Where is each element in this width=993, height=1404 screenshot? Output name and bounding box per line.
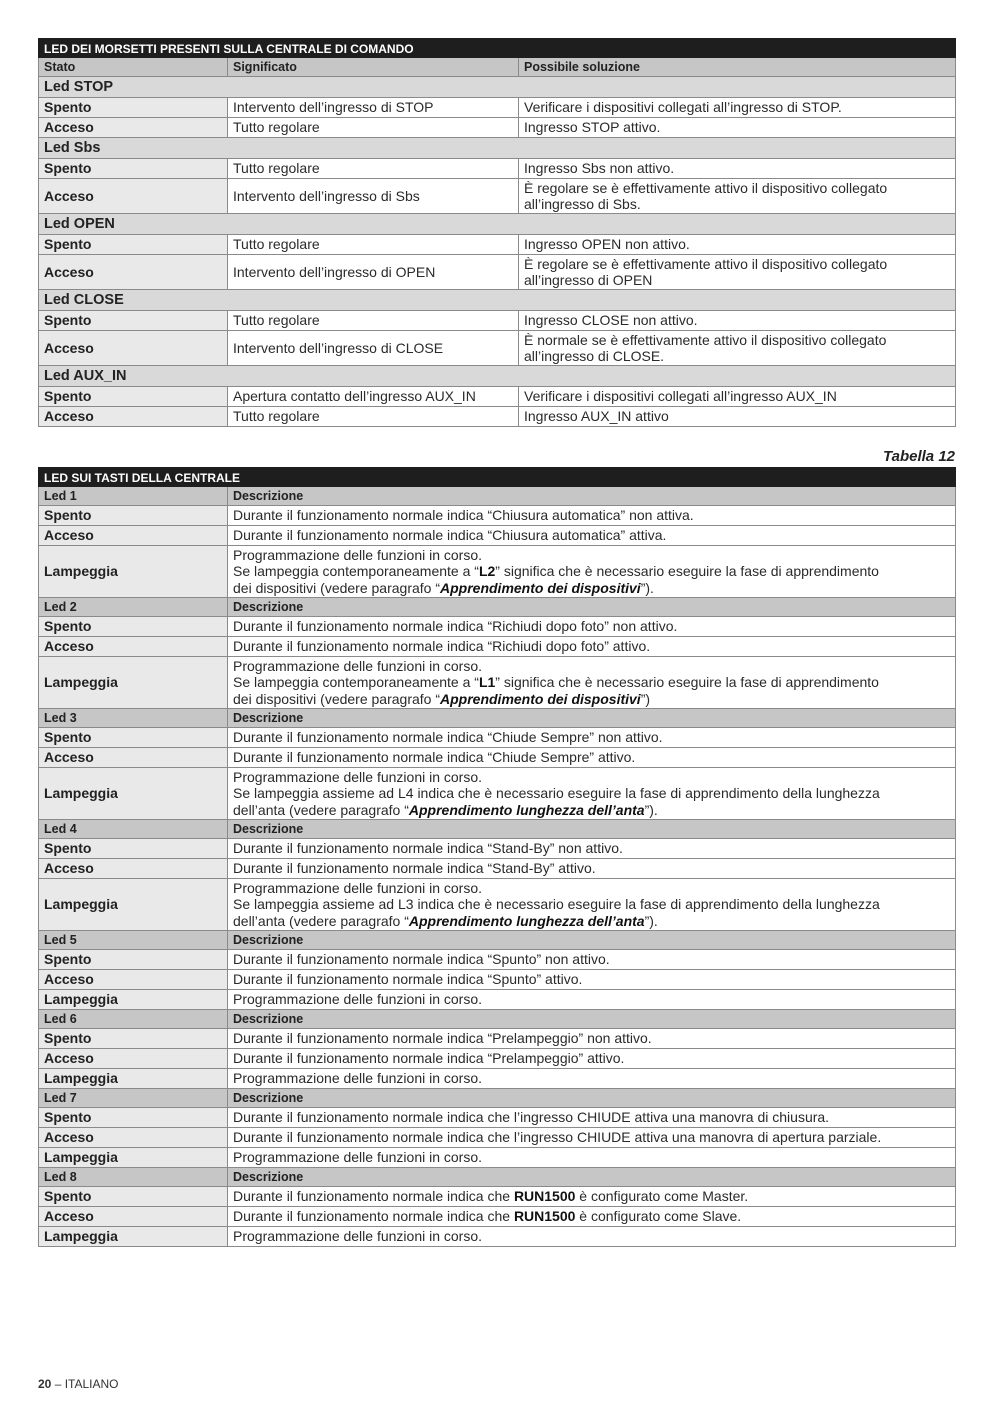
table-row xyxy=(39,748,956,768)
state-cell: Acceso xyxy=(39,1207,228,1227)
led-name: Led 7 xyxy=(39,1089,228,1108)
text-segment: Durante il funzionamento normale indica “Prelampeggio” attivo. xyxy=(233,1050,625,1067)
table-row xyxy=(39,98,956,118)
table-row xyxy=(39,839,956,859)
state-cell: Acceso xyxy=(39,179,228,214)
column-header-descrizione: Descrizione xyxy=(228,709,956,728)
footer-language: ITALIANO xyxy=(64,1377,119,1391)
text-segment: Durante il funzionamento normale indica che xyxy=(233,1208,514,1225)
text-segment: Durante il funzionamento normale indica che l’ingresso CHIUDE attiva una manovra di chiusura. xyxy=(233,1109,830,1126)
state-cell: Lampeggia xyxy=(39,1069,228,1089)
table-title-row xyxy=(39,39,956,58)
state-cell: Spento xyxy=(39,617,228,637)
solution-cell: Verificare i dispositivi collegati all’ingresso AUX_IN xyxy=(519,387,956,407)
solution-cell: Ingresso Sbs non attivo. xyxy=(519,159,956,179)
text-segment: Programmazione delle funzioni in corso. xyxy=(233,768,483,785)
emphasis-text: RUN1500 xyxy=(513,1188,576,1205)
table-row xyxy=(39,118,956,138)
led-keys-table-body xyxy=(39,468,956,1247)
text-segment: Programmazione delle funzioni in corso. xyxy=(233,1070,483,1087)
text-segment: ”). xyxy=(644,801,658,818)
state-cell: Spento xyxy=(39,159,228,179)
text-segment: Se lampeggia contemporaneamente a “ xyxy=(233,563,479,580)
text-segment: Programmazione delle funzioni in corso. xyxy=(233,1149,483,1166)
led-group-name: Led OPEN xyxy=(39,214,956,235)
description-cell xyxy=(228,1029,956,1049)
state-cell: Spento xyxy=(39,98,228,118)
column-header-descrizione: Descrizione xyxy=(228,1089,956,1108)
table-title: LED DEI MORSETTI PRESENTI SULLA CENTRALE DI COMANDO xyxy=(39,39,956,58)
state-cell: Acceso xyxy=(39,255,228,290)
text-segment: Programmazione delle funzioni in corso. xyxy=(233,546,483,563)
meaning-cell: Intervento dell’ingresso di STOP xyxy=(228,98,519,118)
solution-cell: È regolare se è effettivamente attivo il dispositivo collegato all’ingresso di Sbs. xyxy=(519,179,956,214)
led-header-row xyxy=(39,487,956,506)
state-cell: Acceso xyxy=(39,526,228,546)
text-segment: Durante il funzionamento normale indica “Spunto” attivo. xyxy=(233,971,583,988)
description-line xyxy=(233,674,950,691)
text-segment: ” significa che è necessario eseguire la fase di apprendimento xyxy=(495,674,879,691)
description-cell xyxy=(228,748,956,768)
emphasis-text: Apprendimento dei dispositivi xyxy=(440,690,641,707)
state-cell: Lampeggia xyxy=(39,990,228,1010)
column-header-row xyxy=(39,58,956,77)
state-cell: Lampeggia xyxy=(39,879,228,931)
table-row xyxy=(39,768,956,820)
led-name: Led 6 xyxy=(39,1010,228,1029)
table-row xyxy=(39,311,956,331)
column-header-descrizione: Descrizione xyxy=(228,1010,956,1029)
table-row xyxy=(39,506,956,526)
text-segment: ”). xyxy=(644,912,658,929)
led-header-row xyxy=(39,931,956,950)
state-cell: Spento xyxy=(39,839,228,859)
description-cell xyxy=(228,1227,956,1247)
text-segment: Durante il funzionamento normale indica “Chiusura automatica” attiva. xyxy=(233,527,667,544)
text-segment: è configurato come Slave. xyxy=(575,1208,742,1225)
table-row xyxy=(39,526,956,546)
state-cell: Spento xyxy=(39,1108,228,1128)
column-header-descrizione: Descrizione xyxy=(228,487,956,506)
led-group-name: Led STOP xyxy=(39,77,956,98)
description-cell xyxy=(228,1148,956,1168)
description-cell xyxy=(228,970,956,990)
led-header-row xyxy=(39,709,956,728)
solution-cell: È regolare se è effettivamente attivo il dispositivo collegato all’ingresso di OPEN xyxy=(519,255,956,290)
solution-cell: Ingresso OPEN non attivo. xyxy=(519,235,956,255)
led-group-name: Led CLOSE xyxy=(39,290,956,311)
description-line xyxy=(233,658,950,675)
table-row xyxy=(39,387,956,407)
description-cell xyxy=(228,637,956,657)
state-cell: Acceso xyxy=(39,407,228,427)
led-group-row xyxy=(39,290,956,311)
led-group-row xyxy=(39,138,956,159)
column-header-descrizione: Descrizione xyxy=(228,931,956,950)
state-cell: Spento xyxy=(39,728,228,748)
state-cell: Spento xyxy=(39,1029,228,1049)
emphasis-text: Apprendimento lunghezza dell’anta xyxy=(408,912,645,929)
description-cell xyxy=(228,990,956,1010)
description-cell xyxy=(228,859,956,879)
table-row xyxy=(39,879,956,931)
table-row xyxy=(39,331,956,366)
table-row xyxy=(39,1148,956,1168)
led-name: Led 2 xyxy=(39,598,228,617)
text-segment: Durante il funzionamento normale indica che xyxy=(233,1188,514,1205)
solution-cell: Ingresso STOP attivo. xyxy=(519,118,956,138)
column-header-descrizione: Descrizione xyxy=(228,598,956,617)
led-name: Led 4 xyxy=(39,820,228,839)
table-caption: Tabella 12 xyxy=(883,448,955,465)
text-segment: Durante il funzionamento normale indica che l’ingresso CHIUDE attiva una manovra di apertura parziale. xyxy=(233,1129,882,1146)
text-segment: dei dispositivi (vedere paragrafo “ xyxy=(233,579,440,596)
text-segment: Programmazione delle funzioni in corso. xyxy=(233,1228,483,1245)
text-segment: dell’anta (vedere paragrafo “ xyxy=(233,801,409,818)
state-cell: Lampeggia xyxy=(39,1148,228,1168)
meaning-cell: Tutto regolare xyxy=(228,159,519,179)
description-cell xyxy=(228,950,956,970)
table-row xyxy=(39,657,956,709)
text-segment: ” significa che è necessario eseguire la fase di apprendimento xyxy=(495,563,879,580)
emphasis-text: Apprendimento dei dispositivi xyxy=(440,579,641,596)
text-segment: dell’anta (vedere paragrafo “ xyxy=(233,912,409,929)
meaning-cell: Tutto regolare xyxy=(228,311,519,331)
table-row xyxy=(39,1029,956,1049)
led-group-name: Led AUX_IN xyxy=(39,366,956,387)
description-line xyxy=(233,913,950,930)
table-row xyxy=(39,407,956,427)
description-cell xyxy=(228,526,956,546)
description-cell xyxy=(228,1128,956,1148)
description-cell xyxy=(228,617,956,637)
led-name: Led 1 xyxy=(39,487,228,506)
meaning-cell: Tutto regolare xyxy=(228,235,519,255)
text-segment: Se lampeggia assieme ad L3 indica che è necessario eseguire la fase di apprendimento della lunghezza xyxy=(233,896,880,913)
state-cell: Spento xyxy=(39,235,228,255)
led-header-row xyxy=(39,820,956,839)
led-terminals-table-body xyxy=(39,39,956,427)
text-segment: Durante il funzionamento normale indica “Chiude Sempre” attivo. xyxy=(233,749,636,766)
description-cell xyxy=(228,728,956,748)
meaning-cell: Tutto regolare xyxy=(228,118,519,138)
table-title: LED SUI TASTI DELLA CENTRALE xyxy=(39,468,956,487)
table-row xyxy=(39,970,956,990)
table-row xyxy=(39,1049,956,1069)
table-row xyxy=(39,1108,956,1128)
state-cell: Acceso xyxy=(39,748,228,768)
description-line xyxy=(233,802,950,819)
meaning-cell: Tutto regolare xyxy=(228,407,519,427)
text-segment: dei dispositivi (vedere paragrafo “ xyxy=(233,690,440,707)
text-segment: Durante il funzionamento normale indica “Richiudi dopo foto” attivo. xyxy=(233,638,651,655)
description-cell xyxy=(228,1187,956,1207)
emphasis-text: L1 xyxy=(478,674,496,691)
description-cell xyxy=(228,1108,956,1128)
state-cell: Lampeggia xyxy=(39,1227,228,1247)
led-name: Led 8 xyxy=(39,1168,228,1187)
meaning-cell: Intervento dell’ingresso di CLOSE xyxy=(228,331,519,366)
led-group-row xyxy=(39,366,956,387)
column-header-descrizione: Descrizione xyxy=(228,820,956,839)
description-cell xyxy=(228,1049,956,1069)
led-terminals-table xyxy=(38,38,956,427)
table-row xyxy=(39,546,956,598)
table-row xyxy=(39,950,956,970)
text-segment: è configurato come Master. xyxy=(575,1188,749,1205)
column-header-soluzione: Possibile soluzione xyxy=(519,58,956,77)
led-header-row xyxy=(39,1010,956,1029)
meaning-cell: Intervento dell’ingresso di OPEN xyxy=(228,255,519,290)
description-line xyxy=(233,563,950,580)
state-cell: Lampeggia xyxy=(39,768,228,820)
footer-separator: – xyxy=(51,1377,65,1391)
table-title-row xyxy=(39,468,956,487)
column-header-significato: Significato xyxy=(228,58,519,77)
text-segment: Durante il funzionamento normale indica “Chiude Sempre” non attivo. xyxy=(233,729,663,746)
text-segment: Se lampeggia contemporaneamente a “ xyxy=(233,674,479,691)
text-segment: Programmazione delle funzioni in corso. xyxy=(233,879,483,896)
meaning-cell: Apertura contatto dell’ingresso AUX_IN xyxy=(228,387,519,407)
text-segment: ”) xyxy=(640,690,651,707)
table-row xyxy=(39,1207,956,1227)
state-cell: Acceso xyxy=(39,118,228,138)
description-line xyxy=(233,580,950,597)
meaning-cell: Intervento dell’ingresso di Sbs xyxy=(228,179,519,214)
state-cell: Lampeggia xyxy=(39,546,228,598)
state-cell: Spento xyxy=(39,506,228,526)
text-segment: Durante il funzionamento normale indica “Spunto” non attivo. xyxy=(233,951,610,968)
description-line xyxy=(233,896,950,913)
state-cell: Acceso xyxy=(39,1049,228,1069)
table-row xyxy=(39,1128,956,1148)
table-row xyxy=(39,617,956,637)
table-row xyxy=(39,159,956,179)
description-line xyxy=(233,785,950,802)
description-cell xyxy=(228,839,956,859)
text-segment: Se lampeggia assieme ad L4 indica che è necessario eseguire la fase di apprendimento della lunghezza xyxy=(233,785,880,802)
description-line xyxy=(233,547,950,564)
description-cell xyxy=(228,879,956,931)
column-header-stato: Stato xyxy=(39,58,228,77)
description-line xyxy=(233,691,950,708)
table-row xyxy=(39,1187,956,1207)
column-header-descrizione: Descrizione xyxy=(228,1168,956,1187)
table-row xyxy=(39,1069,956,1089)
page-footer xyxy=(38,1377,119,1391)
state-cell: Acceso xyxy=(39,331,228,366)
emphasis-text: L2 xyxy=(478,563,496,580)
description-cell xyxy=(228,546,956,598)
table-row xyxy=(39,255,956,290)
state-cell: Spento xyxy=(39,950,228,970)
state-cell: Lampeggia xyxy=(39,657,228,709)
description-line xyxy=(233,769,950,786)
state-cell: Acceso xyxy=(39,859,228,879)
text-segment: Programmazione delle funzioni in corso. xyxy=(233,991,483,1008)
state-cell: Spento xyxy=(39,1187,228,1207)
led-group-row xyxy=(39,214,956,235)
solution-cell: Verificare i dispositivi collegati all’ingresso di STOP. xyxy=(519,98,956,118)
led-keys-table xyxy=(38,467,956,1247)
description-cell xyxy=(228,657,956,709)
led-header-row xyxy=(39,1089,956,1108)
solution-cell: Ingresso CLOSE non attivo. xyxy=(519,311,956,331)
text-segment: Durante il funzionamento normale indica “Richiudi dopo foto” non attivo. xyxy=(233,618,678,635)
table-row xyxy=(39,990,956,1010)
solution-cell: È normale se è effettivamente attivo il dispositivo collegato all’ingresso di CLOSE. xyxy=(519,331,956,366)
text-segment: Durante il funzionamento normale indica “Chiusura automatica” non attiva. xyxy=(233,507,694,524)
led-group-name: Led Sbs xyxy=(39,138,956,159)
led-name: Led 3 xyxy=(39,709,228,728)
table-row xyxy=(39,859,956,879)
emphasis-text: RUN1500 xyxy=(513,1208,576,1225)
table-row xyxy=(39,637,956,657)
description-cell xyxy=(228,1207,956,1227)
description-cell xyxy=(228,1069,956,1089)
text-segment: Durante il funzionamento normale indica “Stand-By” attivo. xyxy=(233,860,596,877)
led-name: Led 5 xyxy=(39,931,228,950)
text-segment: Durante il funzionamento normale indica “Prelampeggio” non attivo. xyxy=(233,1030,652,1047)
solution-cell: Ingresso AUX_IN attivo xyxy=(519,407,956,427)
led-header-row xyxy=(39,598,956,617)
led-header-row xyxy=(39,1168,956,1187)
description-cell xyxy=(228,506,956,526)
state-cell: Acceso xyxy=(39,637,228,657)
state-cell: Acceso xyxy=(39,970,228,990)
state-cell: Acceso xyxy=(39,1128,228,1148)
emphasis-text: Apprendimento lunghezza dell’anta xyxy=(408,801,645,818)
led-group-row xyxy=(39,77,956,98)
text-segment: Durante il funzionamento normale indica “Stand-By” non attivo. xyxy=(233,840,623,857)
table-row xyxy=(39,179,956,214)
text-segment: Programmazione delle funzioni in corso. xyxy=(233,657,483,674)
state-cell: Spento xyxy=(39,311,228,331)
table-row xyxy=(39,1227,956,1247)
table-row xyxy=(39,235,956,255)
description-cell xyxy=(228,768,956,820)
table-row xyxy=(39,728,956,748)
text-segment: ”). xyxy=(640,579,654,596)
description-line xyxy=(233,880,950,897)
state-cell: Spento xyxy=(39,387,228,407)
page-number: 20 xyxy=(38,1377,52,1391)
